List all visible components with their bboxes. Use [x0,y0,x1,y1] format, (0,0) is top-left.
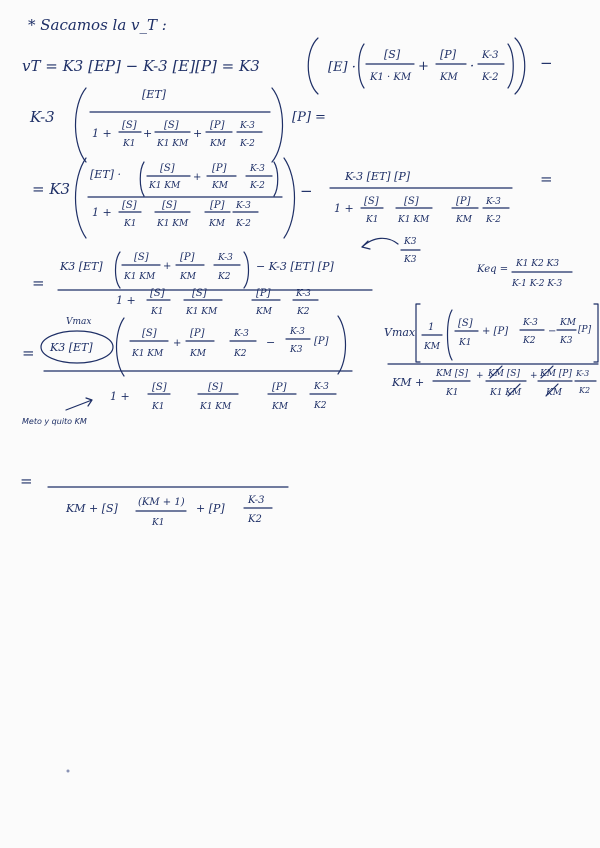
frac-num: [S] [208,382,223,393]
frac-num: [S] [364,196,379,207]
frac-num: [P] [212,163,227,174]
frac-den: K-2 [482,72,499,83]
p-term: + [P] [482,326,509,337]
frac-num: [S] [384,48,401,61]
frac-num: KM [S] [436,369,468,379]
frac-den: KM [440,72,458,83]
open-paren [308,38,318,94]
frac-num: K-3 [482,50,499,61]
vmax-tag: Vmax [66,317,92,327]
open-paren [76,158,87,238]
frac-num: [P] [210,200,225,211]
frac-num: [S] [152,382,167,393]
minus-term: − K-3 [ET] [P] [256,260,334,273]
frac-num: K-3 [290,327,305,337]
frac-den: K1 [151,307,164,317]
frac-den: K2 [297,307,310,317]
ink-speck [67,770,70,773]
frac-den: K2 [579,386,591,395]
frac-den: K-1 K-2 K-3 [512,279,563,289]
den-one: 1 + [92,206,112,219]
heading: * Sacamos la v_T : [28,16,167,34]
right-numerator: K-3 [ET] [P] [345,170,411,183]
frac-den: K2 [218,272,231,282]
frac-den: KM [256,307,272,317]
p-term: + [P] [196,502,225,515]
frac-den: K2 [234,349,247,359]
equation-line-6 [20,472,288,528]
frac-num: [S] [150,288,165,299]
frac-num: KM [S] [488,369,520,379]
frac-den: KM [212,181,228,191]
vmax-label: Vmax [384,326,416,339]
frac-num: [S] [122,120,137,131]
frac-den: KM [180,272,196,282]
side-note: Meto y quito KM [22,417,87,426]
p-term: [P] [314,336,329,347]
equation-line-2 [29,88,326,162]
eq-k3: = K3 [32,180,71,198]
keq-label: Keq = [477,264,509,275]
frac-num: [S] [192,288,207,299]
frac-num: [S] [404,196,419,207]
minus-sign: − [300,182,313,200]
close-paren [284,158,295,238]
open-paren [76,88,87,162]
plus-sign: + [418,59,429,74]
frac-den: K3 [560,336,573,346]
close-bracket [594,304,598,362]
frac-num: [P] [190,328,205,339]
open-paren-inner [116,252,121,288]
frac-den: K1 KM [132,349,164,359]
note-arrow [66,398,92,410]
frac-den: KM [546,388,562,398]
frac-den: K1 KM [124,272,156,282]
k3-et: K3 [ET] [60,260,103,273]
frac-num: K-3 [576,369,590,378]
frac-num: [P] [272,382,287,393]
frac-den: K1 [459,338,472,348]
den-one: 1 + [334,202,354,215]
close-paren-inner [508,44,513,88]
minus-sign: − [540,54,553,72]
frac-num: K1 K2 K3 [516,259,560,269]
frac-num: [P] [440,48,456,61]
frac-num: KM [560,318,576,328]
km-plus-one: (KM + 1) [138,497,185,508]
frac-den: K2 [523,336,536,346]
plus-sign: + [193,172,202,183]
frac-num: K3 [404,237,417,247]
frac-num: [ET] [142,88,166,101]
frac-num: [S] [458,318,473,329]
den-one: 1 + [110,390,130,403]
frac-den: KM [210,139,226,149]
frac-den: KM [456,215,472,225]
frac-den: K1 KM [186,307,218,317]
frac-num: K-3 [296,289,311,299]
close-paren [515,38,525,94]
frac-den: K-2 [240,139,255,149]
frac-num: [S] [122,200,137,211]
open-paren-inner [140,162,144,196]
equation-line-1 [22,38,553,94]
frac-den: K-2 [486,215,501,225]
equals-sign: = [22,344,35,362]
frac-den: K1 KM [157,219,189,229]
frac-num: [S] [142,328,157,339]
frac-den: K1 KM [398,215,430,225]
frac-den: K1 · KM [370,72,412,83]
frac-den: K2 [248,514,262,525]
frac-num: [P] [180,252,195,263]
dot-sign: · [470,59,475,74]
plus-sign: + [173,338,182,349]
et-term: [ET] · [90,168,121,181]
frac-den: K1 KM [157,139,189,149]
frac-num: K-3 [218,253,233,263]
frac-num: [S] [160,163,175,174]
den-km: KM + [392,376,425,389]
den-one: 1 + [116,294,136,307]
frac-den: K2 [314,401,327,411]
frac-num: K-3 [314,382,329,392]
frac-den: K1 [366,215,379,225]
frac-den: KM [209,219,225,229]
frac-num: KM [P] [540,369,572,379]
frac-num: K-3 [486,197,501,207]
frac-num: [S] [134,252,149,263]
minus-sign: − [266,336,276,349]
plus-sign: + [476,371,484,381]
k-minus-3: K-3 [30,108,55,126]
frac-den: KM [190,349,206,359]
equals-sign: = [540,170,553,188]
frac-num: [S] [162,200,177,211]
equation-line-3 [32,158,553,238]
frac-num: [S] [164,120,179,131]
frac-den: K1 [446,388,459,398]
open-bracket [416,304,420,362]
arrow [362,238,398,247]
p-term: [P] = [292,110,326,125]
frac-num: K-3 [248,495,265,506]
frac-num: K-3 [240,121,255,131]
frac-den: KM [272,402,288,412]
frac-den: K1 KM [200,402,232,412]
frac-num: K-3 [236,201,251,211]
p-term: [P] [578,325,592,335]
frac-num: K-3 [250,164,265,174]
open-paren-inner [448,310,453,360]
frac-den: KM [424,342,440,352]
den-one: 1 + [92,127,112,140]
vt-definition: vT = K3 [EP] − K-3 [E][P] = K3 [22,57,260,75]
frac-den: K3 [290,345,303,355]
e-term: [E] · [328,60,356,75]
frac-num: K-3 [523,318,538,328]
plus-sign: + [193,127,203,140]
frac-num: [P] [456,196,471,207]
frac-den: K1 [123,139,136,149]
close-paren-inner [244,252,249,288]
plus-sign: + [530,371,538,381]
frac-den: K1 [124,219,137,229]
equals-sign: = [32,274,45,292]
open-paren-inner [359,44,364,88]
equals-sign: = [20,472,33,490]
frac-den: K-2 [250,181,265,191]
frac-num: K-3 [234,329,249,339]
close-paren [272,88,283,162]
frac-num: [P] [210,120,225,131]
den-term: KM + [S] [66,502,118,515]
close-paren-inner [274,162,278,196]
frac-den: K1 KM [490,388,522,398]
plus-sign: + [163,261,172,272]
frac-den: K3 [404,255,417,265]
frac-den: K-2 [236,219,251,229]
close-paren [338,316,346,374]
frac-den: K1 [152,402,165,412]
open-paren [117,318,125,376]
frac-den: K1 KM [149,181,181,191]
equation-line-4 [32,237,572,317]
plus-sign: + [143,127,153,140]
frac-num: [P] [256,288,271,299]
circled-k3-et: K3 [ET] [50,341,93,354]
frac-den: K1 [152,518,165,528]
equation-line-5 [22,304,598,426]
frac-num: 1 [428,322,435,333]
minus-sign: − [548,326,557,337]
